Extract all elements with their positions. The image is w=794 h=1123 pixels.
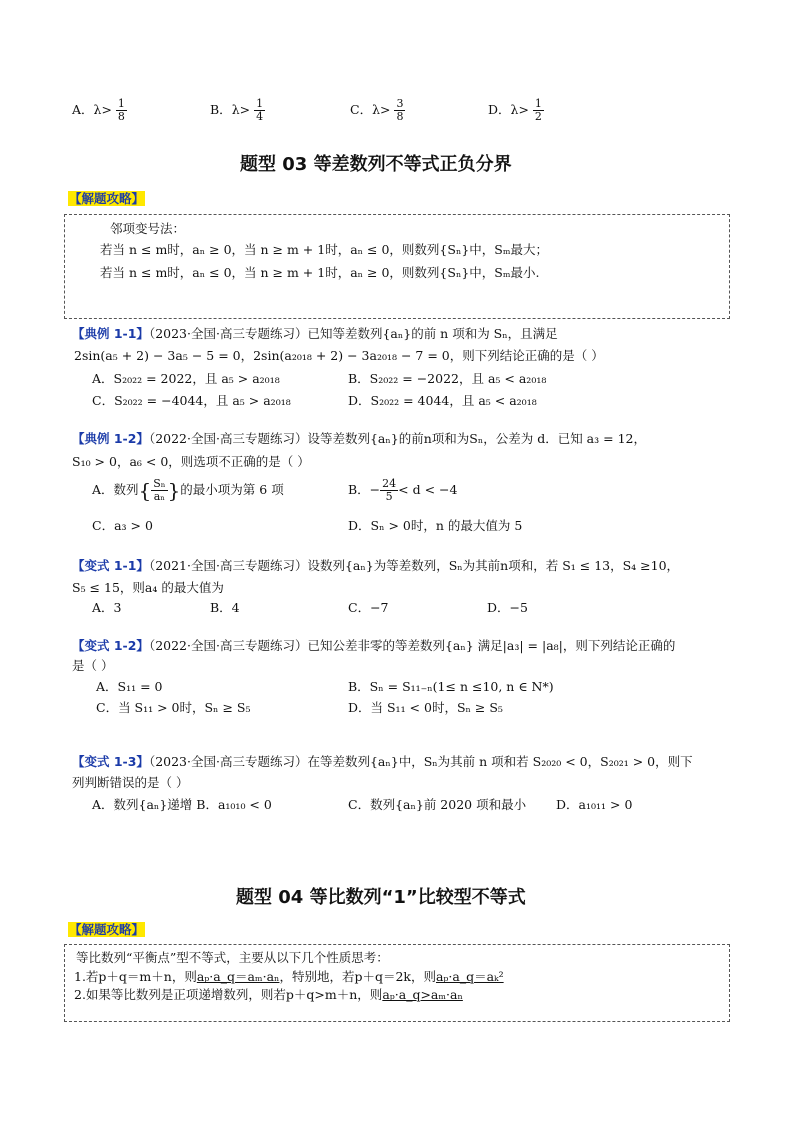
choice-b: B．− $\frac{24}{5}$ < d < −4 [348, 477, 458, 503]
section-title: 题型 03 等差数列不等式正负分界 [240, 154, 512, 175]
question-line: 2sin(a₅ + 2) − 3a₅ − 5 = 0，2sin(a₂₀₁₈ + 2) − 3a₂₀₁₈ − 7 = 0，则下列结论正确的是（ ） [74, 348, 604, 363]
question-line: 列判断错误的是（ ） [72, 775, 189, 790]
choice-c: C．a₃ > 0 [92, 518, 153, 533]
choice-b: B．S₂₀₂₂ = −2022，且 a₅ < a₂₀₁₈ [348, 371, 547, 386]
choice-d: D．−5 [487, 600, 528, 615]
option-c: C．λ> $\frac{3}{8}$ [350, 97, 404, 123]
box-line: 若当 n ≤ m时，aₙ ≤ 0，当 n ≥ m + 1时，aₙ ≥ 0，则数列{Sₙ}中，Sₘ最小. [100, 265, 540, 280]
question-header: 【典例 1-1】（2023·全国·高三专题练习）已知等差数列{aₙ}的前 n 项和为 Sₙ，且满足 [72, 326, 558, 341]
choice-c: C．−7 [348, 600, 389, 615]
question-header: 【变式 1-1】（2021·全国·高三专题练习）设数列{aₙ}为等差数列，Sₙ为其前n项和，若 S₁ ≤ 13，S₄ ≥10， [72, 558, 680, 573]
option-b: B．λ> $\frac{1}{4}$ [210, 97, 264, 123]
fraction: $\frac{1}{8}$ [117, 97, 125, 123]
box-line: 若当 n ≤ m时，aₙ ≥ 0，当 n ≥ m + 1时，aₙ ≤ 0，则数列{Sₙ}中，Sₘ最大； [100, 242, 549, 257]
question-line: S₁₀ > 0，a₆ < 0，则选项不正确的是（ ） [72, 454, 310, 469]
choice-d: D．S₂₀₂₂ = 4044，且 a₅ < a₂₀₁₈ [348, 393, 537, 408]
strategy-tag: 【解题攻略】 [69, 922, 145, 937]
question-line: 是（ ） [72, 658, 114, 673]
option-a: A．λ> $\frac{1}{8}$ [72, 97, 125, 123]
choice-c: C．当 S₁₁ > 0时，Sₙ ≥ S₅ [96, 700, 251, 715]
fraction: $\frac{\text{Sₙ}}{\text{aₙ}}$ [153, 477, 166, 503]
box-line: 邻项变号法： [110, 221, 186, 236]
choice-a: A．3 [92, 600, 122, 615]
option-d: D．λ> $\frac{1}{2}$ [488, 97, 542, 123]
question-line: S₅ ≤ 15，则a₄ 的最大值为 [72, 580, 224, 595]
choice-c: C．S₂₀₂₂ = −4044，且 a₅ > a₂₀₁₈ [92, 393, 291, 408]
strategy-tag: 【解题攻略】 [69, 191, 145, 206]
section-title: 题型 04 等比数列“1”比较型不等式 [236, 887, 526, 908]
box-line: 2.如果等比数列是正项递增数列，则若p＋q>m＋n，则aₚ·a_q>aₘ·aₙ [74, 987, 463, 1002]
fraction: $\frac{3}{8}$ [396, 97, 404, 123]
box-line: 等比数列“平衡点”型不等式，主要从以下几个性质思考： [76, 950, 389, 965]
choice-a: A．数列{ $\frac{\text{Sₙ}}{\text{aₙ}}$ }的最小项为第 6 项 [92, 477, 284, 503]
choice-ab: A．数列{aₙ}递增 B．a₁₀₁₀ < 0 [92, 797, 272, 812]
choice-d: D．a₁₀₁₁ > 0 [556, 797, 633, 812]
fraction: $\frac{1}{2}$ [534, 97, 542, 123]
question-header: 【典例 1-2】（2022·全国·高三专题练习）设等差数列{aₙ}的前n项和为Sₙ，公差为 d．已知 a₃ = 12， [72, 431, 646, 446]
choice-c: C．数列{aₙ}前 2020 项和最小 [348, 797, 527, 812]
choice-d: D．Sₙ > 0时，n 的最大值为 5 [348, 518, 523, 533]
question-header: 【变式 1-2】（2022·全国·高三专题练习）已知公差非零的等差数列{aₙ} 满足|a₃| = |a₈|，则下列结论正确的 [72, 638, 676, 653]
choice-b: B．Sₙ = S₁₁₋ₙ(1≤ n ≤10, n ∈ N*) [348, 679, 554, 694]
choice-d: D．当 S₁₁ < 0时，Sₙ ≥ S₅ [348, 700, 503, 715]
fraction: $\frac{24}{5}$ [382, 477, 397, 503]
choice-a: A．S₂₀₂₂ = 2022，且 a₅ > a₂₀₁₈ [92, 371, 280, 386]
choice-b: B．4 [210, 600, 240, 615]
box-line: 1.若p＋q＝m＋n，则aₚ·a_q＝aₘ·aₙ，特别地，若p＋q＝2k，则aₚ·a_q＝aₖ² [74, 969, 504, 984]
choice-a: A．S₁₁ = 0 [96, 679, 163, 694]
question-header: 【变式 1-3】（2023·全国·高三专题练习）在等差数列{aₙ}中，Sₙ为其前 n 项和若 S₂₀₂₀ < 0，S₂₀₂₁ > 0，则下 [72, 754, 693, 769]
fraction: $\frac{1}{4}$ [256, 97, 264, 123]
